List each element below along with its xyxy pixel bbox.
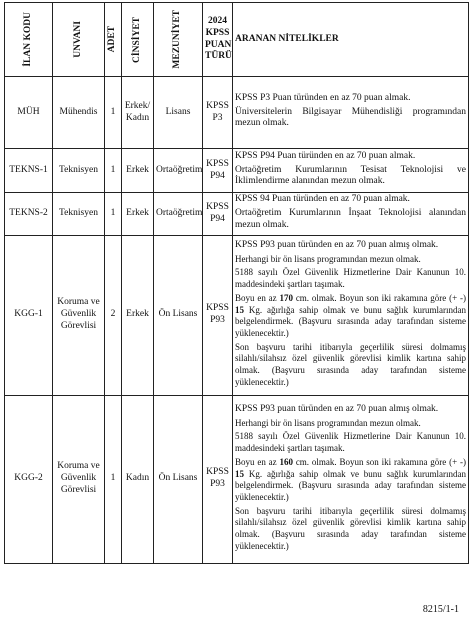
cell-kpss: KPSS P93 — [203, 395, 233, 563]
requirement: Üniversitelerin Bilgisayar Mühendisliği programından mezun olmak. — [235, 106, 466, 129]
requirement: Son başvuru tarihi itibarıyla geçerlilik süresi dolmamış silahlı/silahsız özel güvenlik görevlisi kimlik kartına sahip olmak. (Başvuru sırasında aday tarafından sisteme yüklenecektir.) — [235, 505, 466, 551]
cell-kpss: KPSS P3 — [203, 77, 233, 149]
requirement: Boyu en az 160 cm. olmak. Boyun son iki rakamına göre (+ -) 15 Kg. ağırlığa sahip olmak ve bunu sağlık kurumlarından belgelendirmek. (Başvuru sırasında aday tarafından sisteme yüklenecektir.) — [235, 456, 466, 502]
cell-mezuniyet: Ortaöğretim — [154, 193, 203, 236]
requirement: KPSS 94 Puan türünden en az 70 puan almak. — [235, 194, 410, 204]
requirement: KPSS P93 puan türünden en az 70 puan almış olmak. — [235, 239, 439, 250]
header-ilan-kodu: İLAN KODU — [5, 3, 53, 77]
cell-cinsiyet: Erkek — [122, 235, 154, 395]
cell-mezuniyet: Ön Lisans — [154, 235, 203, 395]
requirement: KPSS P3 Puan türünden en az 70 puan almak. — [235, 92, 411, 103]
cell-kod: KGG-2 — [5, 395, 53, 563]
table-row — [5, 77, 469, 149]
requirement: Herhangi bir ön lisans programından mezun olmak. — [235, 253, 421, 264]
cell-adet: 1 — [105, 77, 122, 149]
cell-adet: 2 — [105, 235, 122, 395]
page-number: 8215/1-1 — [422, 604, 459, 615]
cell-requirements — [233, 395, 469, 563]
header-cinsiyet: CİNSİYET — [122, 3, 154, 77]
cell-adet: 1 — [105, 149, 122, 193]
cell-unvan: Koruma ve Güvenlik Görevlisi — [53, 395, 105, 563]
requirement: 5188 sayılı Özel Güvenlik Hizmetlerine Dair Kanunun 10. maddesindeki şartları taşımak. — [235, 431, 466, 454]
cell-cinsiyet: Erkek — [122, 149, 154, 193]
cell-kod: TEKNS-2 — [5, 193, 53, 236]
cell-mezuniyet: Ortaöğretim — [154, 149, 203, 193]
cell-kpss: KPSS P94 — [203, 149, 233, 193]
header-kpss: 2024 KPSS PUAN TÜRÜ — [203, 3, 233, 77]
table-row — [5, 193, 469, 236]
cell-cinsiyet: Erkek — [122, 193, 154, 236]
cell-requirements — [233, 77, 469, 149]
cell-cinsiyet: Erkek/ Kadın — [122, 77, 154, 149]
header-row — [5, 3, 469, 77]
cell-kod: MÜH — [5, 77, 53, 149]
table-row — [5, 235, 469, 395]
cell-unvan: Koruma ve Güvenlik Görevlisi — [53, 235, 105, 395]
cell-unvan: Teknisyen — [53, 149, 105, 193]
positions-table — [4, 2, 469, 564]
requirement: Ortaöğretim Kurumlarının Tesisat Teknolojisi ve İklimlendirme alanından mezun olmak. — [235, 164, 466, 187]
cell-kod: TEKNS-1 — [5, 149, 53, 193]
cell-requirements — [233, 235, 469, 395]
cell-kod: KGG-1 — [5, 235, 53, 395]
cell-adet: 1 — [105, 395, 122, 563]
header-aranan-nitelikler: ARANAN NİTELİKLER — [233, 3, 469, 77]
cell-kpss: KPSS P93 — [203, 235, 233, 395]
requirement: Boyu en az 170 cm. olmak. Boyun son iki rakamına göre (+ -) 15 Kg. ağırlığa sahip olmak ve bunu sağlık kurumlarından belgelendirmek. (Başvuru sırasında aday tarafından sisteme yüklenecektir.) — [235, 292, 466, 338]
cell-mezuniyet: Ön Lisans — [154, 395, 203, 563]
requirement: KPSS P93 puan türünden en az 70 puan almış olmak. — [235, 403, 439, 414]
header-mezuniyet: MEZUNİYET — [154, 3, 203, 77]
cell-requirements — [233, 193, 469, 236]
cell-unvan: Teknisyen — [53, 193, 105, 236]
header-adet: ADET — [105, 3, 122, 77]
requirement: KPSS P94 Puan türünden en az 70 puan almak. — [235, 150, 416, 161]
requirement: 5188 sayılı Özel Güvenlik Hizmetlerine Dair Kanunun 10. maddesindeki şartları taşımak. — [235, 267, 466, 290]
table-row — [5, 395, 469, 563]
cell-requirements — [233, 149, 469, 193]
requirement: Herhangi bir ön lisans programından mezun olmak. — [235, 417, 421, 428]
table-row — [5, 149, 469, 193]
cell-unvan: Mühendis — [53, 77, 105, 149]
cell-cinsiyet: Kadın — [122, 395, 154, 563]
cell-mezuniyet: Lisans — [154, 77, 203, 149]
cell-adet: 1 — [105, 193, 122, 236]
cell-kpss: KPSS P94 — [203, 193, 233, 236]
header-unvani: UNVANI — [53, 3, 105, 77]
requirement: Ortaöğretim Kurumlarının İnşaat Teknolojisi alanından mezun olmak. — [235, 207, 466, 230]
requirement: Son başvuru tarihi itibarıyla geçerlilik süresi dolmamış silahlı/silahsız özel güvenlik görevlisi kimlik kartına sahip olmak. (Başvuru sırasında aday tarafından sisteme yüklenecektir.) — [235, 341, 466, 387]
